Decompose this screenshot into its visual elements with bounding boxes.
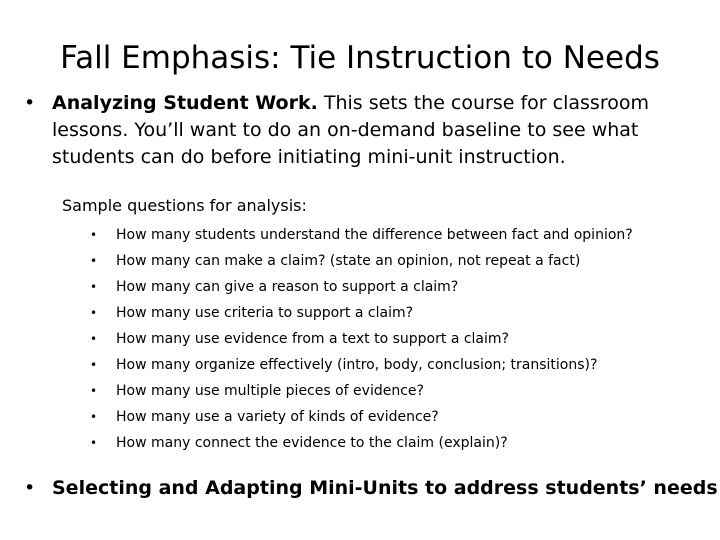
list-item: [90, 352, 705, 378]
bullet-text: [52, 90, 684, 171]
question-text: How many use criteria to support a claim?: [116, 305, 414, 321]
question-text: How many use a variety of kinds of evidence?: [116, 409, 439, 425]
question-text: How many use evidence from a text to support a claim?: [116, 331, 509, 347]
bullet-dot: •: [90, 280, 98, 294]
list-item: [90, 430, 705, 456]
bullet-heading: Analyzing Student Work.: [52, 92, 318, 114]
bullet-dot: •: [90, 254, 98, 268]
list-item: [90, 300, 705, 326]
sample-questions-label: Sample questions for analysis:: [62, 196, 307, 215]
bullet-dot: •: [90, 228, 98, 242]
list-item: [90, 326, 705, 352]
list-item: [90, 248, 705, 274]
bullet-dot: •: [90, 384, 98, 398]
bullet-dot: •: [90, 358, 98, 372]
question-text: How many can make a claim? (state an opinion, not repeat a fact): [116, 253, 581, 269]
bullet-analyzing-student-work: [24, 90, 684, 171]
bullet-selecting-mini-units: [24, 474, 718, 502]
bullet-dot: •: [90, 332, 98, 346]
list-item: [90, 222, 705, 248]
bullet-dot: •: [24, 92, 36, 114]
question-text: How many students understand the difference between fact and opinion?: [116, 227, 633, 243]
question-text: How many use multiple pieces of evidence?: [116, 383, 424, 399]
question-text: How many can give a reason to support a claim?: [116, 279, 459, 295]
bullet-dot: •: [90, 410, 98, 424]
bullet-dot: •: [24, 477, 36, 499]
bullet-dot: •: [90, 436, 98, 450]
bullet-dot: •: [90, 306, 98, 320]
question-text: How many connect the evidence to the claim (explain)?: [116, 435, 508, 451]
list-item: [90, 378, 705, 404]
list-item: [90, 404, 705, 430]
list-item: [90, 274, 705, 300]
question-list: [90, 222, 705, 456]
bullet-body: This sets the course for classroom lessons. You’ll want to do an on-demand baseline to see what students can do before initiating mini-unit instruction.: [52, 92, 649, 168]
slide-title: Fall Emphasis: Tie Instruction to Needs: [60, 40, 660, 76]
bullet-text: Selecting and Adapting Mini-Units to address students’ needs: [52, 477, 718, 499]
question-text: How many organize effectively (intro, body, conclusion; transitions)?: [116, 357, 598, 373]
